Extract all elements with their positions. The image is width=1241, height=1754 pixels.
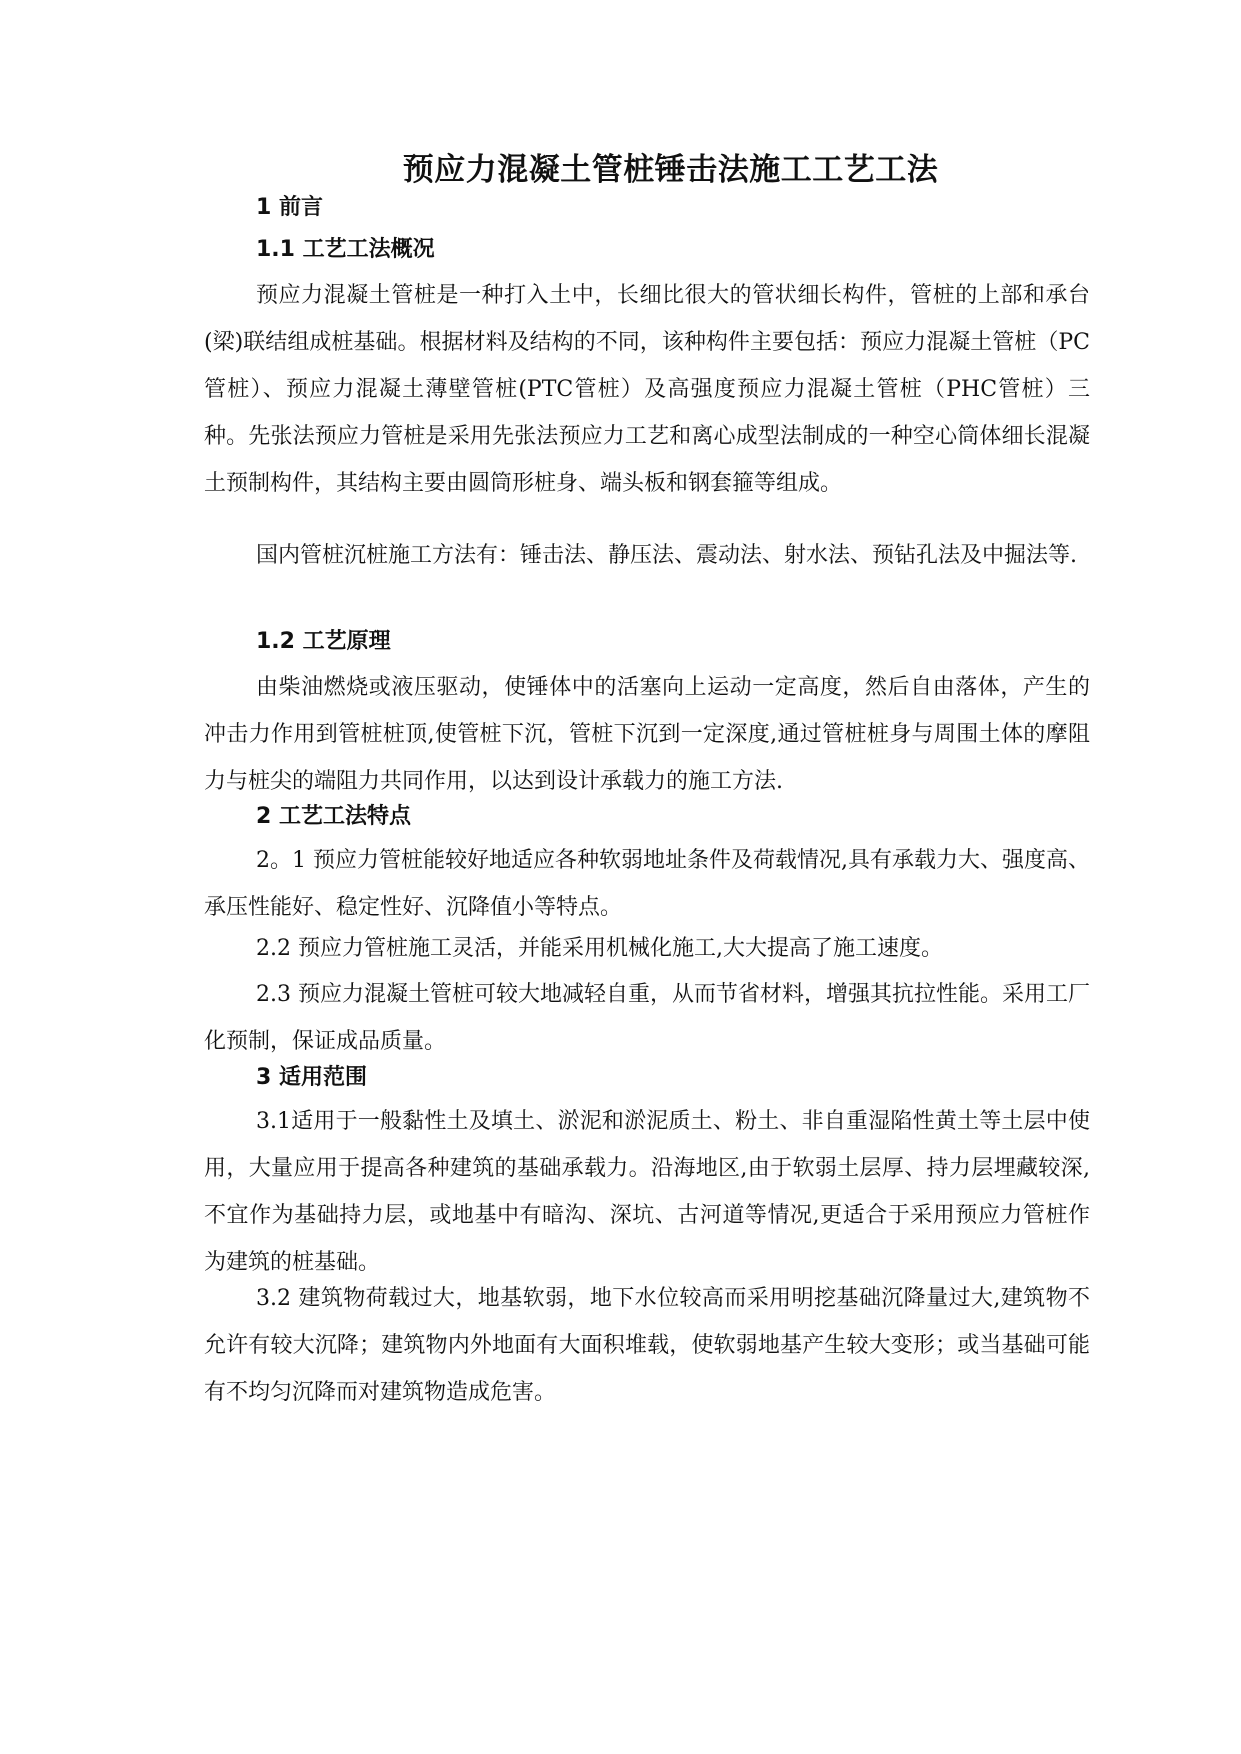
section-heading-principle: 1.2 工艺原理 [256,629,391,654]
section-heading-preface: 1 前言 [256,195,323,220]
paragraph-feature-2-2: 2.2 预应力管桩施工灵活，并能采用机械化施工,大大提高了施工速度。 [256,936,943,961]
section-heading-features: 2 工艺工法特点 [256,804,411,829]
paragraph-overview: 预应力混凝土管桩是一种打入土中，长细比很大的管状细长构件，管桩的上部和承台(梁)联结组成桩基础。根据材料及结构的不同，该种构件主要包括：预应力混凝土管桩（PC管桩）、预应力混凝土薄壁管桩(PTC管桩）及高强度预应力混凝土管桩（PHC管桩）三种。先张法预应力管桩是采用先张法预应力工艺和离心成型法制成的一种空心筒体细长混凝土预制构件，其结构主要由圆筒形桩身、端头板和钢套箍等组成。 [204,283,1090,496]
paragraph-scope-3-1: 3.1适用于一般黏性土及填土、淤泥和淤泥质土、粉土、非自重湿陷性黄土等土层中使用，大量应用于提高各种建筑的基础承载力。沿海地区,由于软弱土层厚、持力层埋藏较深,不宜作为基础持力层，或地基中有暗沟、深坑、古河道等情况,更适合于采用预应力管桩作为建筑的桩基础。 [204,1109,1090,1275]
paragraph-principle: 由柴油燃烧或液压驱动，使锤体中的活塞向上运动一定高度，然后自由落体，产生的冲击力作用到管桩桩顶,使管桩下沉，管桩下沉到一定深度,通过管桩桩身与周围土体的摩阻力与桩尖的端阻力共同作用，以达到设计承载力的施工方法. [204,675,1090,794]
paragraph-feature-2-1: 2。1 预应力管桩能较好地适应各种软弱地址条件及荷载情况,具有承载力大、强度高、承压性能好、稳定性好、沉降值小等特点。 [204,848,1090,920]
document-title: 预应力混凝土管桩锤击法施工工艺工法 [402,152,939,188]
paragraph-methods: 国内管桩沉桩施工方法有：锤击法、静压法、震动法、射水法、预钻孔法及中掘法等. [256,543,1077,568]
section-heading-scope: 3 适用范围 [256,1065,367,1090]
section-heading-overview: 1.1 工艺工法概况 [256,237,435,262]
paragraph-scope-3-2: 3.2 建筑物荷载过大，地基软弱，地下水位较高而采用明挖基础沉降量过大,建筑物不允许有较大沉降；建筑物内外地面有大面积堆载，使软弱地基产生较大变形；或当基础可能有不均匀沉降而对建筑物造成危害。 [204,1286,1090,1405]
paragraph-feature-2-3: 2.3 预应力混凝土管桩可较大地减轻自重，从而节省材料，增强其抗拉性能。采用工厂化预制，保证成品质量。 [204,982,1090,1054]
